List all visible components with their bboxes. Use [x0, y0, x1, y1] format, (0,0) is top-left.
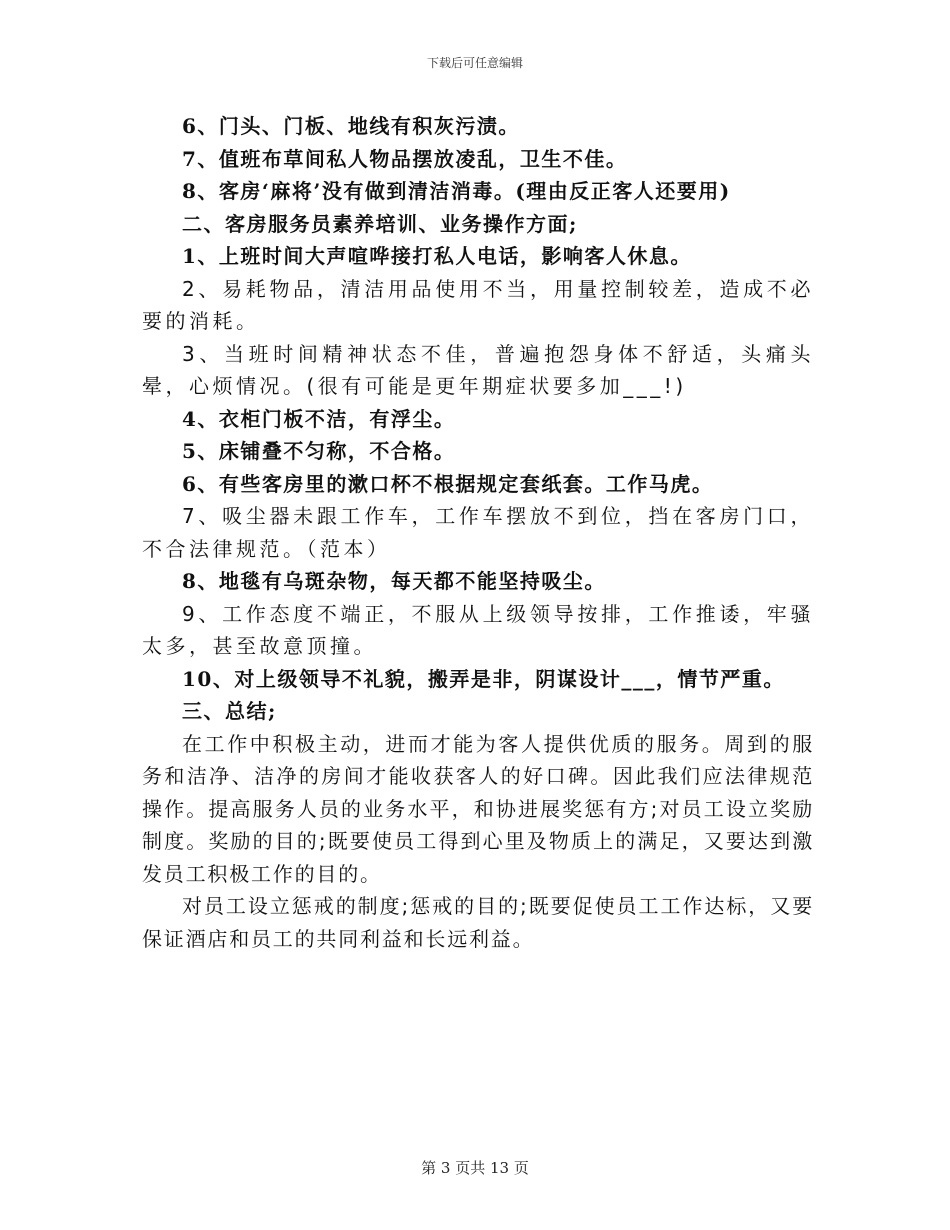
- paragraph-9: 6、有些客房里的漱口杯不根据规定套纸套。工作马虎。: [182, 471, 714, 496]
- paragraph-13: 10、对上级领导不礼貌，搬弄是非，阴谋设计___，情节严重。: [182, 666, 785, 691]
- document-body: [142, 110, 814, 955]
- page-header: 下载后可任意编辑: [426, 56, 523, 70]
- paragraph-5: 2、易耗物品，清洁用品使用不当，用量控制较差，造成不必要的消耗。: [142, 276, 814, 333]
- paragraph-6: 3、当班时间精神状态不佳，普遍抱怨身体不舒适，头痛头晕，心烦情况。(很有可能是更年期症状要多加___!): [142, 341, 814, 398]
- paragraph-10: 7、吸尘器未跟工作车，工作车摆放不到位，挡在客房门口，不合法律规范。（范本）: [142, 504, 814, 561]
- paragraph-1: 6、门头、门板、地线有积灰污渍。: [182, 114, 520, 138]
- paragraph-8: 5、床铺叠不匀称，不合格。: [182, 439, 456, 463]
- paragraph-2: 7、值班布草间私人物品摆放凌乱，卫生不佳。: [182, 146, 628, 171]
- summary-paragraph-2: 对员工设立惩戒的制度;惩戒的目的;既要促使员工工作达标，又要保证酒店和员工的共同利益和长远利益。: [142, 894, 814, 951]
- paragraph-11: 8、地毯有乌斑杂物，每天都不能坚持吸尘。: [182, 569, 606, 593]
- section-heading-2: 二、客房服务员素养培训、业务操作方面;: [182, 211, 578, 236]
- paragraph-3: 8、客房‘麻将’没有做到清洁消毒。(理由反正客人还要用): [182, 179, 731, 203]
- paragraph-7: 4、衣柜门板不洁，有浮尘。: [182, 406, 456, 431]
- section-heading-3: 三、总结;: [182, 699, 277, 723]
- paragraph-12: 9、工作态度不端正，不服从上级领导按排，工作推诿，牢骚太多，甚至故意顶撞。: [142, 601, 814, 658]
- summary-paragraph-1: 在工作中积极主动，进而才能为客人提供优质的服务。周到的服务和洁净、洁净的房间才能收获客人的好口碑。因此我们应法律规范操作。提高服务人员的业务水平，和协进展奖惩有方;对员工设立奖励制度。奖励的目的;既要使员工得到心里及物质上的满足，又要达到激发员工积极工作的目的。: [142, 731, 814, 886]
- paragraph-4: 1、上班时间大声喧哗接打私人电话，影响客人休息。: [182, 244, 692, 268]
- page-number-footer: 第 3 页共 13 页: [421, 1159, 529, 1177]
